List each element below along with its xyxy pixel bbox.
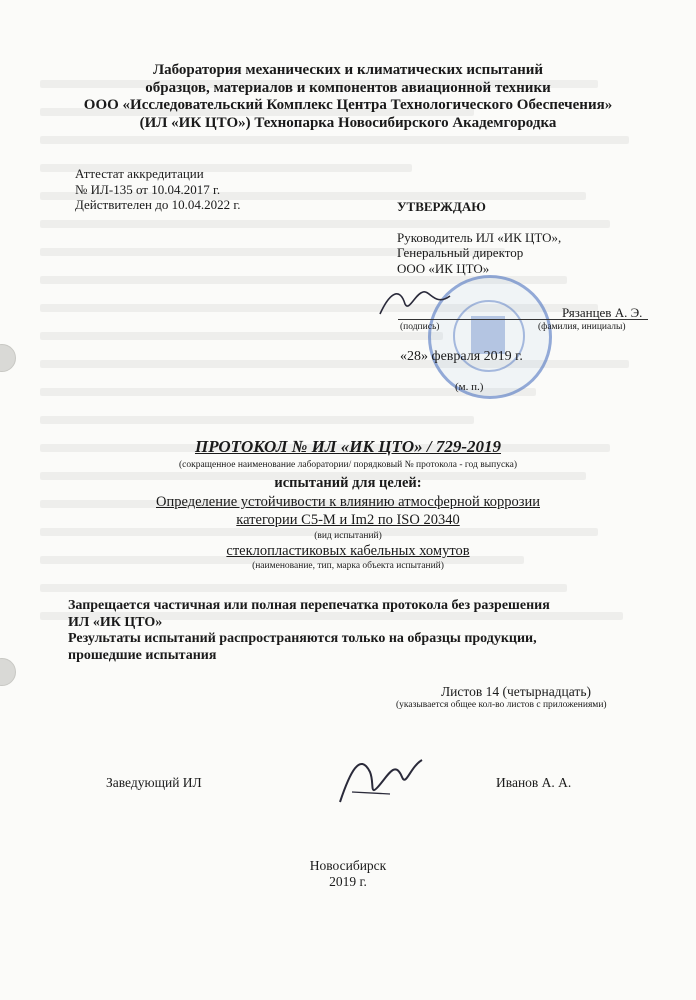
reprint-notice — [68, 598, 668, 664]
footer-year: 2019 г. — [329, 874, 367, 889]
lab-header — [40, 62, 656, 132]
approval-position: Генеральный директор — [397, 245, 524, 260]
approver-name: Рязанцев А. Э. — [562, 305, 643, 320]
test-type — [40, 493, 656, 529]
sheet-count: Листов 14 (четырнадцать) — [441, 684, 591, 699]
notice-line: ИЛ «ИК ЦТО» — [68, 614, 163, 630]
header-line: (ИЛ «ИК ЦТО») Технопарка Новосибирского Академгородка — [139, 114, 557, 131]
protocol-purpose: испытаний для целей: — [274, 475, 422, 491]
name-caption: (фамилия, инициалы) — [538, 322, 626, 332]
approval-date: «28» февраля 2019 г. — [400, 349, 523, 364]
test-type-line: категории С5-М и Im2 по ISO 20340 — [236, 512, 460, 528]
header-line: ООО «Исследовательский Комплекс Центра Технологического Обеспечения» — [83, 97, 613, 113]
header-line: Лаборатория механических и климатических испытаний — [152, 62, 544, 78]
approval-block — [397, 199, 561, 276]
accreditation-block — [75, 166, 240, 213]
test-type-line: Определение устойчивости к влиянию атмосферной коррозии — [156, 494, 540, 510]
punch-hole — [0, 658, 16, 686]
accreditation-line: № ИЛ-135 от 10.04.2017 г. — [75, 181, 221, 197]
footer-place-year — [248, 858, 448, 890]
accreditation-line: Аттестат аккредитации — [75, 166, 204, 181]
approval-org: ООО «ИК ЦТО» — [397, 260, 490, 276]
punch-hole — [0, 344, 16, 372]
test-object-caption: (наименование, тип, марка объекта испытаний) — [252, 561, 444, 571]
notice-line: Результаты испытаний распространяются только на образцы продукции, — [68, 631, 537, 646]
protocol-title-caption: (сокращенное наименование лаборатории/ порядковый № протокола - год выпуска) — [178, 460, 518, 470]
sheet-count-caption: (указывается общее кол-во листов с приложениями) — [396, 700, 607, 710]
approval-position: Руководитель ИЛ «ИК ЦТО», — [397, 229, 562, 245]
accreditation-line: Действителен до 10.04.2022 г. — [75, 197, 241, 212]
header-line: образцов, материалов и компонентов авиационной техники — [145, 79, 551, 96]
approval-title: УТВЕРЖДАЮ — [397, 199, 486, 214]
stamp-place-caption: (м. п.) — [455, 381, 484, 393]
footer-city: Новосибирск — [309, 858, 387, 873]
test-object: стеклопластиковых кабельных хомутов — [226, 543, 470, 559]
head-name: Иванов А. А. — [496, 775, 572, 790]
approver-signature — [375, 282, 455, 322]
signature-caption: (подпись) — [400, 322, 440, 332]
test-type-caption: (вид испытаний) — [314, 531, 382, 541]
protocol-title: ПРОТОКОЛ № ИЛ «ИК ЦТО» / 729-2019 — [194, 437, 502, 456]
head-role: Заведующий ИЛ — [106, 775, 202, 790]
head-signature — [330, 742, 430, 817]
notice-line: Запрещается частичная или полная перепечатка протокола без разрешения — [68, 598, 550, 613]
notice-line: прошедшие испытания — [68, 647, 217, 663]
